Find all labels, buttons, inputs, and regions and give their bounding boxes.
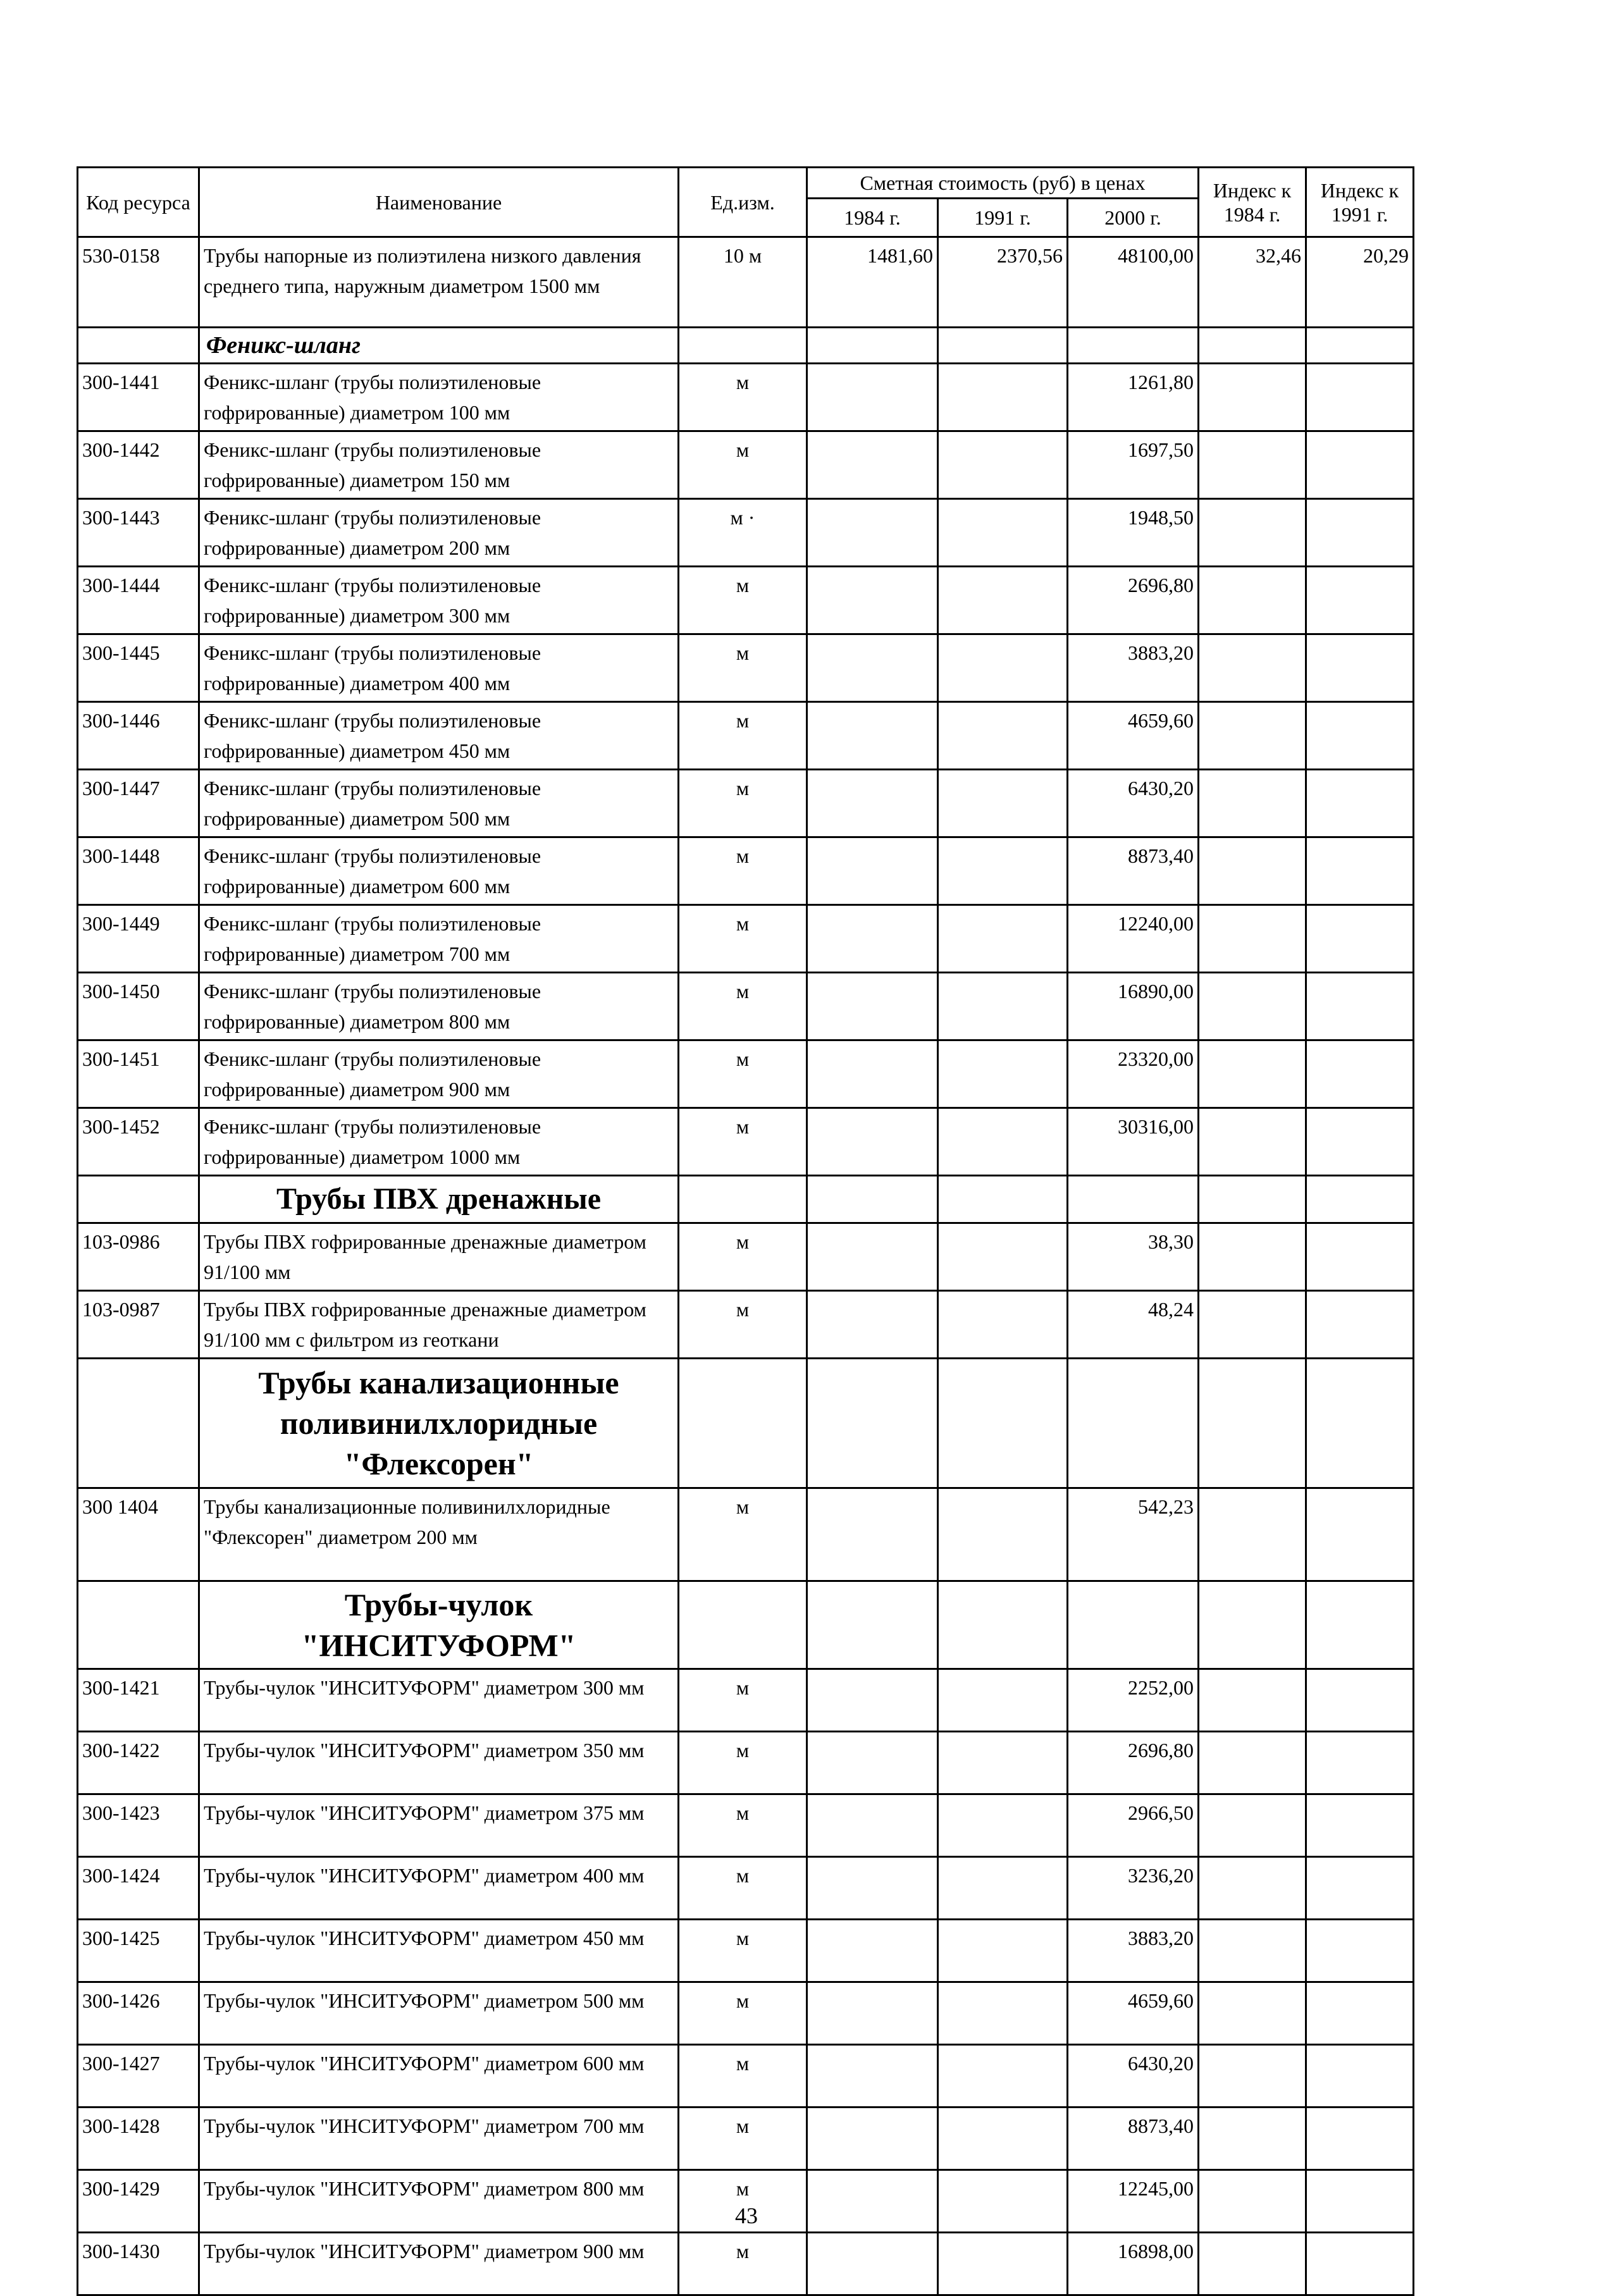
table-row	[78, 702, 1414, 770]
price-1991: 2370,56	[938, 237, 1068, 328]
section-title-line: Трубы ПВХ дренажные	[276, 1182, 602, 1216]
table-row	[78, 499, 1414, 567]
index-1984	[1199, 1794, 1306, 1857]
price-1991	[938, 634, 1068, 702]
section-title-flexoren	[199, 1359, 679, 1488]
price-1984	[807, 2045, 938, 2108]
header-year-2000: 2000 г.	[1068, 199, 1199, 237]
section-code-cell	[78, 1359, 199, 1488]
resource-code: 300-1427	[78, 2045, 199, 2108]
index-1991	[1306, 905, 1414, 973]
resource-name: Феникс-шланг (трубы полиэтиленовые гофрированные) диаметром 450 мм	[199, 702, 679, 770]
price-2000: 6430,20	[1068, 770, 1199, 837]
table-row	[78, 364, 1414, 431]
index-1984	[1199, 499, 1306, 567]
price-1984	[807, 431, 938, 499]
index-1991	[1306, 1982, 1414, 2045]
price-1991	[938, 1920, 1068, 1982]
index-1984	[1199, 2233, 1306, 2295]
resource-name: Феникс-шланг (трубы полиэтиленовые гофрированные) диаметром 150 мм	[199, 431, 679, 499]
index-1984: 32,46	[1199, 237, 1306, 328]
price-2000: 8873,40	[1068, 2108, 1199, 2170]
section-code-cell	[78, 328, 199, 364]
price-2000: 48100,00	[1068, 237, 1199, 328]
resource-code: 300-1429	[78, 2170, 199, 2233]
table-row	[78, 1857, 1414, 1920]
index-1984	[1199, 1223, 1306, 1291]
price-1984	[807, 364, 938, 431]
price-1991	[938, 770, 1068, 837]
price-2000: 16898,00	[1068, 2233, 1199, 2295]
table-row	[78, 567, 1414, 634]
table-row	[78, 1488, 1414, 1581]
section-title-pvc-drain	[199, 1176, 679, 1223]
price-table	[77, 166, 1414, 2296]
section-title-line: поливинилхлоридные	[280, 1405, 598, 1441]
price-1991	[938, 973, 1068, 1040]
resource-name: Феникс-шланг (трубы полиэтиленовые гофрированные) диаметром 800 мм	[199, 973, 679, 1040]
price-1984	[807, 1040, 938, 1108]
resource-code: 300-1422	[78, 1732, 199, 1794]
index-1984	[1199, 837, 1306, 905]
index-1991	[1306, 702, 1414, 770]
resource-code: 300 1404	[78, 1488, 199, 1581]
table-row	[78, 1108, 1414, 1176]
resource-name: Феникс-шланг (трубы полиэтиленовые гофрированные) диаметром 900 мм	[199, 1040, 679, 1108]
index-1991	[1306, 1857, 1414, 1920]
empty-cell	[938, 328, 1068, 364]
resource-name: Трубы-чулок "ИНСИТУФОРМ" диаметром 900 мм	[199, 2233, 679, 2295]
table-row	[78, 1794, 1414, 1857]
empty-cell	[1199, 1359, 1306, 1488]
resource-code: 300-1444	[78, 567, 199, 634]
price-1991	[938, 364, 1068, 431]
price-2000: 12245,00	[1068, 2170, 1199, 2233]
resource-code: 300-1450	[78, 973, 199, 1040]
resource-code: 300-1428	[78, 2108, 199, 2170]
index-1984	[1199, 2108, 1306, 2170]
resource-code: 300-1447	[78, 770, 199, 837]
section-header-row	[78, 1359, 1414, 1488]
resource-unit: м	[679, 2233, 807, 2295]
price-2000: 3236,20	[1068, 1857, 1199, 1920]
index-1984	[1199, 364, 1306, 431]
section-header-row	[78, 1581, 1414, 1669]
resource-unit: м	[679, 1732, 807, 1794]
resource-unit: м	[679, 2045, 807, 2108]
price-2000: 6430,20	[1068, 2045, 1199, 2108]
price-2000: 4659,60	[1068, 1982, 1199, 2045]
resource-code: 300-1423	[78, 1794, 199, 1857]
resource-code: 300-1446	[78, 702, 199, 770]
resource-unit: м	[679, 1857, 807, 1920]
price-1984	[807, 1982, 938, 2045]
resource-unit: м	[679, 1040, 807, 1108]
resource-name: Феникс-шланг (трубы полиэтиленовые гофрированные) диаметром 1000 мм	[199, 1108, 679, 1176]
resource-code: 300-1442	[78, 431, 199, 499]
resource-name: Феникс-шланг (трубы полиэтиленовые гофрированные) диаметром 200 мм	[199, 499, 679, 567]
table-row	[78, 2233, 1414, 2295]
empty-cell	[1068, 1176, 1199, 1223]
index-1991	[1306, 1108, 1414, 1176]
header-code: Код ресурса	[78, 168, 199, 237]
price-2000: 1697,50	[1068, 431, 1199, 499]
price-1984: 1481,60	[807, 237, 938, 328]
empty-cell	[807, 1359, 938, 1488]
resource-code: 530-0158	[78, 237, 199, 328]
index-1991	[1306, 1669, 1414, 1732]
price-2000: 48,24	[1068, 1291, 1199, 1359]
price-2000: 2252,00	[1068, 1669, 1199, 1732]
empty-cell	[679, 1176, 807, 1223]
resource-unit: м	[679, 1794, 807, 1857]
resource-name: Трубы-чулок "ИНСИТУФОРМ" диаметром 300 мм	[199, 1669, 679, 1732]
resource-code: 300-1430	[78, 2233, 199, 2295]
resource-name: Феникс-шланг (трубы полиэтиленовые гофрированные) диаметром 600 мм	[199, 837, 679, 905]
price-2000: 8873,40	[1068, 837, 1199, 905]
index-1984	[1199, 1291, 1306, 1359]
price-2000: 12240,00	[1068, 905, 1199, 973]
resource-unit: м ·	[679, 499, 807, 567]
resource-code: 300-1425	[78, 1920, 199, 1982]
price-1984	[807, 567, 938, 634]
price-1991	[938, 1857, 1068, 1920]
index-1991	[1306, 364, 1414, 431]
price-2000: 3883,20	[1068, 1920, 1199, 1982]
index-1991: 20,29	[1306, 237, 1414, 328]
index-1991	[1306, 2233, 1414, 2295]
index-1984	[1199, 1982, 1306, 2045]
price-1984	[807, 2108, 938, 2170]
empty-cell	[807, 1581, 938, 1669]
table-row	[78, 1291, 1414, 1359]
resource-name: Трубы ПВХ гофрированные дренажные диаметром 91/100 мм с фильтром из геоткани	[199, 1291, 679, 1359]
index-1984	[1199, 1857, 1306, 1920]
resource-code: 300-1441	[78, 364, 199, 431]
price-2000: 16890,00	[1068, 973, 1199, 1040]
price-1991	[938, 1223, 1068, 1291]
price-1991	[938, 431, 1068, 499]
resource-code: 300-1421	[78, 1669, 199, 1732]
empty-cell	[1306, 328, 1414, 364]
table-row	[78, 2045, 1414, 2108]
resource-name: Трубы-чулок "ИНСИТУФОРМ" диаметром 450 мм	[199, 1920, 679, 1982]
resource-unit: м	[679, 567, 807, 634]
price-1984	[807, 2233, 938, 2295]
resource-unit: м	[679, 1291, 807, 1359]
resource-code: 300-1443	[78, 499, 199, 567]
header-cost-group: Сметная стоимость (руб) в ценах	[807, 168, 1199, 199]
price-2000: 2696,80	[1068, 1732, 1199, 1794]
price-1991	[938, 1732, 1068, 1794]
index-1984	[1199, 702, 1306, 770]
resource-unit: м	[679, 702, 807, 770]
resource-name: Трубы-чулок "ИНСИТУФОРМ" диаметром 500 мм	[199, 1982, 679, 2045]
resource-name: Трубы-чулок "ИНСИТУФОРМ" диаметром 700 мм	[199, 2108, 679, 2170]
resource-name: Трубы напорные из полиэтилена низкого давления среднего типа, наружным диаметром 1500 мм	[199, 237, 679, 328]
price-1991	[938, 905, 1068, 973]
table-row	[78, 1223, 1414, 1291]
resource-name: Феникс-шланг (трубы полиэтиленовые гофрированные) диаметром 100 мм	[199, 364, 679, 431]
empty-cell	[679, 328, 807, 364]
price-1991	[938, 702, 1068, 770]
price-2000: 38,30	[1068, 1223, 1199, 1291]
empty-cell	[679, 1359, 807, 1488]
price-1984	[807, 1669, 938, 1732]
resource-unit: м	[679, 634, 807, 702]
table-row	[78, 237, 1414, 328]
index-1984	[1199, 2045, 1306, 2108]
section-title-line: Трубы канализационные	[258, 1365, 619, 1400]
index-1991	[1306, 1488, 1414, 1581]
empty-cell	[807, 328, 938, 364]
resource-unit: м	[679, 431, 807, 499]
section-title-line: "Флексорен"	[343, 1446, 534, 1481]
resource-unit: м	[679, 770, 807, 837]
price-1984	[807, 770, 938, 837]
resource-unit: м	[679, 973, 807, 1040]
section-code-cell	[78, 1176, 199, 1223]
index-1984	[1199, 431, 1306, 499]
resource-unit: м	[679, 1920, 807, 1982]
empty-cell	[1306, 1359, 1414, 1488]
resource-name: Феникс-шланг (трубы полиэтиленовые гофрированные) диаметром 700 мм	[199, 905, 679, 973]
index-1991	[1306, 2108, 1414, 2170]
resource-name: Трубы канализационные поливинилхлоридные "Флексорен" диаметром 200 мм	[199, 1488, 679, 1581]
table-row	[78, 770, 1414, 837]
index-1991	[1306, 837, 1414, 905]
resource-code: 103-0987	[78, 1291, 199, 1359]
resource-name: Трубы-чулок "ИНСИТУФОРМ" диаметром 400 мм	[199, 1857, 679, 1920]
index-1991	[1306, 770, 1414, 837]
resource-unit: м	[679, 837, 807, 905]
price-1984	[807, 499, 938, 567]
table-row	[78, 2108, 1414, 2170]
price-1984	[807, 634, 938, 702]
price-2000: 3883,20	[1068, 634, 1199, 702]
resource-unit: м	[679, 364, 807, 431]
price-2000: 4659,60	[1068, 702, 1199, 770]
section-title-line: "ИНСИТУФОРМ"	[301, 1627, 576, 1663]
price-1991	[938, 2233, 1068, 2295]
price-1991	[938, 1794, 1068, 1857]
price-1991	[938, 2108, 1068, 2170]
empty-cell	[938, 1581, 1068, 1669]
price-1991	[938, 2045, 1068, 2108]
price-1991	[938, 1108, 1068, 1176]
price-1991	[938, 1669, 1068, 1732]
resource-unit: м	[679, 1982, 807, 2045]
index-1984	[1199, 905, 1306, 973]
resource-name: Трубы-чулок "ИНСИТУФОРМ" диаметром 800 мм	[199, 2170, 679, 2233]
table-body	[78, 237, 1414, 2295]
empty-cell	[1068, 328, 1199, 364]
page-number: 43	[735, 2203, 758, 2228]
price-1984	[807, 905, 938, 973]
index-1991	[1306, 431, 1414, 499]
resource-unit: м	[679, 2170, 807, 2233]
header-year-1991: 1991 г.	[938, 199, 1068, 237]
resource-code: 300-1448	[78, 837, 199, 905]
resource-code: 300-1451	[78, 1040, 199, 1108]
resource-name: Трубы ПВХ гофрированные дренажные диаметром 91/100 мм	[199, 1223, 679, 1291]
index-1991	[1306, 2045, 1414, 2108]
resource-unit: 10 м	[679, 237, 807, 328]
table-row	[78, 634, 1414, 702]
index-1991	[1306, 1040, 1414, 1108]
price-2000: 1948,50	[1068, 499, 1199, 567]
resource-name: Трубы-чулок "ИНСИТУФОРМ" диаметром 600 мм	[199, 2045, 679, 2108]
index-1984	[1199, 1040, 1306, 1108]
resource-unit: м	[679, 1488, 807, 1581]
header-index-1984: Индекс к 1984 г.	[1199, 168, 1306, 237]
empty-cell	[807, 1176, 938, 1223]
resource-unit: м	[679, 1108, 807, 1176]
index-1984	[1199, 1108, 1306, 1176]
price-1991	[938, 567, 1068, 634]
section-header-row	[78, 1176, 1414, 1223]
resource-code: 300-1449	[78, 905, 199, 973]
index-1991	[1306, 567, 1414, 634]
index-1991	[1306, 634, 1414, 702]
index-1991	[1306, 1920, 1414, 1982]
price-1984	[807, 837, 938, 905]
index-1984	[1199, 1488, 1306, 1581]
table-row	[78, 837, 1414, 905]
resource-name: Трубы-чулок "ИНСИТУФОРМ" диаметром 350 мм	[199, 1732, 679, 1794]
price-1984	[807, 1920, 938, 1982]
index-1991	[1306, 1291, 1414, 1359]
table-row	[78, 905, 1414, 973]
table-row	[78, 1920, 1414, 1982]
resource-name: Феникс-шланг (трубы полиэтиленовые гофрированные) диаметром 400 мм	[199, 634, 679, 702]
resource-unit: м	[679, 2108, 807, 2170]
table-row	[78, 431, 1414, 499]
index-1984	[1199, 1669, 1306, 1732]
resource-code: 103-0986	[78, 1223, 199, 1291]
price-1984	[807, 973, 938, 1040]
price-2000: 1261,80	[1068, 364, 1199, 431]
price-1991	[938, 837, 1068, 905]
section-code-cell	[78, 1581, 199, 1669]
index-1984	[1199, 1732, 1306, 1794]
resource-code: 300-1445	[78, 634, 199, 702]
section-title-insituform	[199, 1581, 679, 1669]
price-1991	[938, 1040, 1068, 1108]
price-1984	[807, 1857, 938, 1920]
table-row	[78, 1982, 1414, 2045]
price-1984	[807, 1488, 938, 1581]
header-row-top	[78, 168, 1414, 199]
empty-cell	[1199, 328, 1306, 364]
price-1991	[938, 1982, 1068, 2045]
index-1991	[1306, 1794, 1414, 1857]
index-1984	[1199, 1920, 1306, 1982]
price-1984	[807, 1291, 938, 1359]
price-1984	[807, 1223, 938, 1291]
price-1991	[938, 499, 1068, 567]
index-1991	[1306, 499, 1414, 567]
empty-cell	[1306, 1176, 1414, 1223]
empty-cell	[1068, 1581, 1199, 1669]
table-row	[78, 1040, 1414, 1108]
table-row	[78, 1732, 1414, 1794]
empty-cell	[1199, 1176, 1306, 1223]
price-2000: 23320,00	[1068, 1040, 1199, 1108]
resource-unit: м	[679, 1223, 807, 1291]
empty-cell	[938, 1359, 1068, 1488]
resource-unit: м	[679, 1669, 807, 1732]
resource-code: 300-1426	[78, 1982, 199, 2045]
section-title-line: Трубы-чулок	[344, 1587, 533, 1622]
table-row	[78, 1669, 1414, 1732]
index-1984	[1199, 770, 1306, 837]
section-title-line: Феникс-шланг	[206, 332, 361, 359]
empty-cell	[1068, 1359, 1199, 1488]
resource-name: Трубы-чулок "ИНСИТУФОРМ" диаметром 375 мм	[199, 1794, 679, 1857]
price-1984	[807, 1732, 938, 1794]
resource-unit: м	[679, 905, 807, 973]
section-title-phoenix	[199, 328, 679, 364]
price-1984	[807, 1108, 938, 1176]
price-2000: 2696,80	[1068, 567, 1199, 634]
resource-name: Феникс-шланг (трубы полиэтиленовые гофрированные) диаметром 500 мм	[199, 770, 679, 837]
index-1991	[1306, 1223, 1414, 1291]
price-1991	[938, 1291, 1068, 1359]
price-1984	[807, 1794, 938, 1857]
index-1984	[1199, 634, 1306, 702]
empty-cell	[1199, 1581, 1306, 1669]
price-table-container	[77, 166, 1412, 2296]
section-header-row	[78, 328, 1414, 364]
price-2000: 2966,50	[1068, 1794, 1199, 1857]
resource-code: 300-1452	[78, 1108, 199, 1176]
index-1984	[1199, 973, 1306, 1040]
header-year-1984: 1984 г.	[807, 199, 938, 237]
index-1991	[1306, 1732, 1414, 1794]
price-2000: 30316,00	[1068, 1108, 1199, 1176]
index-1991	[1306, 973, 1414, 1040]
resource-code: 300-1424	[78, 1857, 199, 1920]
header-unit: Ед.изм.	[679, 168, 807, 237]
index-1984	[1199, 567, 1306, 634]
header-index-1991: Индекс к 1991 г.	[1306, 168, 1414, 237]
empty-cell	[938, 1176, 1068, 1223]
price-1991	[938, 1488, 1068, 1581]
empty-cell	[1306, 1581, 1414, 1669]
table-row	[78, 973, 1414, 1040]
header-name: Наименование	[199, 168, 679, 237]
empty-cell	[679, 1581, 807, 1669]
price-2000: 542,23	[1068, 1488, 1199, 1581]
price-1984	[807, 702, 938, 770]
resource-name: Феникс-шланг (трубы полиэтиленовые гофрированные) диаметром 300 мм	[199, 567, 679, 634]
